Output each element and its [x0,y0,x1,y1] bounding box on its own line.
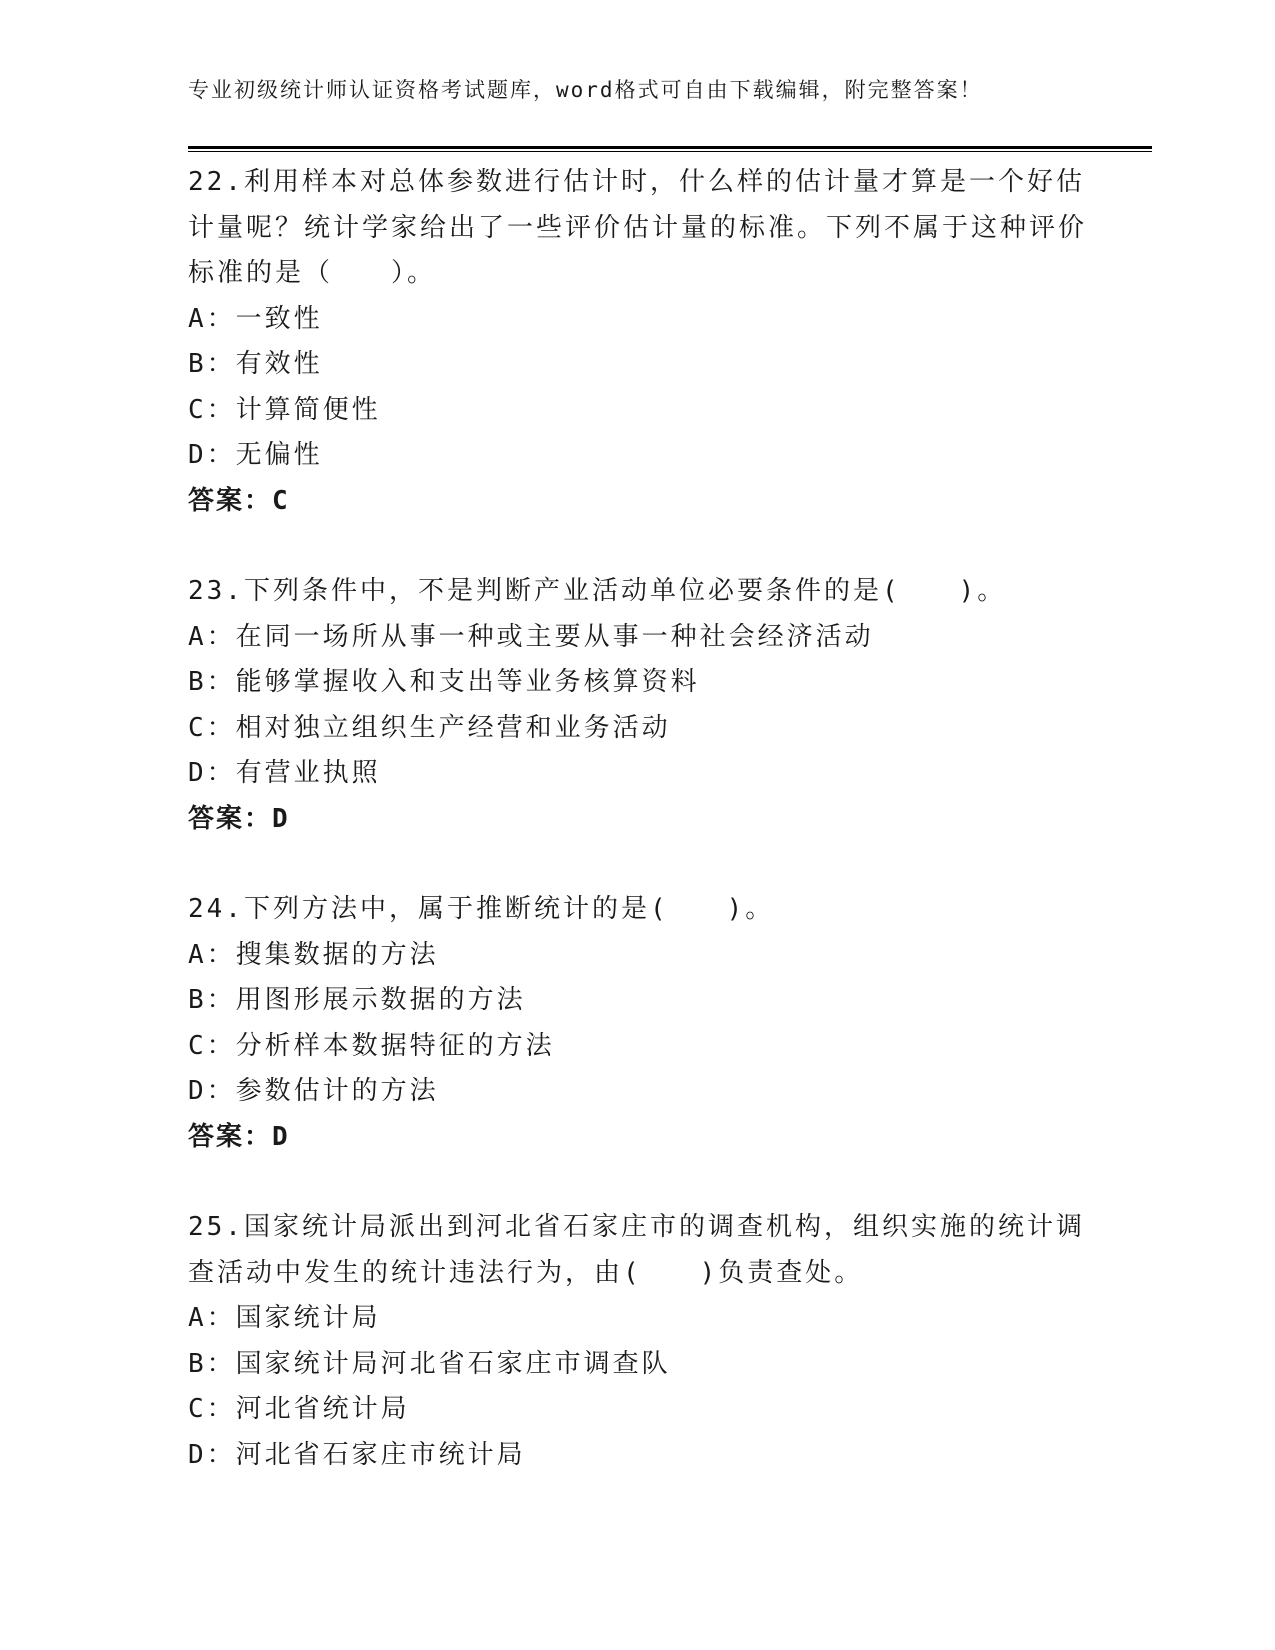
option-d: D：无偏性 [188,440,323,470]
header-rule-thick [188,146,1152,149]
option-c: C：相对独立组织生产经营和业务活动 [188,712,671,743]
page-header: 专业初级统计师认证资格考试题库，word格式可自由下载编辑，附完整答案！ [188,78,983,102]
option-b: B：用图形展示数据的方法 [188,985,526,1015]
question-stem: 25.国家统计局派出到河北省石家庄市的调查机构，组织实施的统计调查活动中发生的统计违法行为，由( )负责查处。 [188,1212,1085,1288]
option-a: A：在同一场所从事一种或主要从事一种社会经济活动 [188,621,874,652]
option-c: C：分析样本数据特征的方法 [188,1030,555,1061]
answer: 答案：D [188,803,290,834]
answer: 答案：C [188,485,290,516]
question-stem: 24.下列方法中，属于推断统计的是( )。 [188,894,775,924]
question-spacer [188,1160,1088,1205]
option-a: A：国家统计局 [188,1303,381,1333]
option-b: B：有效性 [188,349,323,379]
option-a: A：一致性 [188,303,323,334]
question-spacer [188,524,1088,569]
answer: 答案：D [188,1121,290,1152]
question-stem: 23.下列条件中，不是判断产业活动单位必要条件的是( )。 [188,576,1007,606]
question-24 [188,887,1088,1160]
question-22 [188,160,1088,524]
option-d: D：河北省石家庄市统计局 [188,1439,526,1470]
question-stem: 22.利用样本对总体参数进行估计时，什么样的估计量才算是一个好估计量呢？统计学家给出了一些评价估计量的标准。下列不属于这种评价标准的是（ ）。 [188,167,1088,288]
header-rule-thin [188,151,1152,152]
option-c: C：河北省统计局 [188,1394,410,1424]
option-b: B：国家统计局河北省石家庄市调查队 [188,1348,671,1379]
option-c: C：计算简便性 [188,394,381,425]
question-list [188,160,1088,1478]
question-25 [188,1205,1088,1478]
question-23 [188,569,1088,842]
option-b: B：能够掌握收入和支出等业务核算资料 [188,667,700,697]
option-d: D：参数估计的方法 [188,1076,439,1106]
option-d: D：有营业执照 [188,758,381,788]
question-spacer [188,842,1088,887]
option-a: A：搜集数据的方法 [188,939,439,970]
